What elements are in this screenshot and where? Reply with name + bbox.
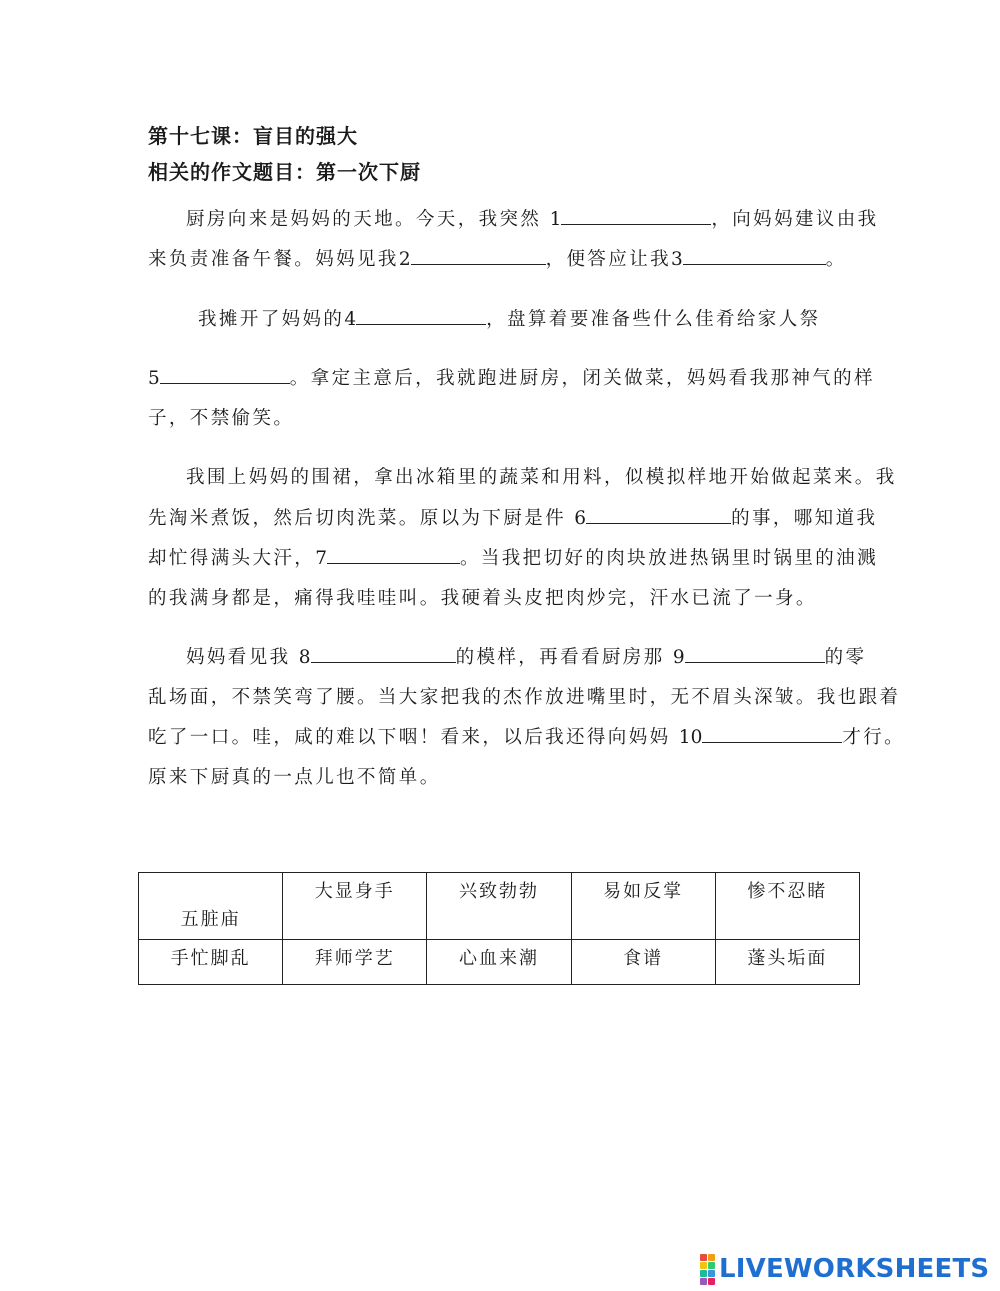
word-bank-cell: 手忙脚乱 bbox=[139, 940, 283, 985]
paragraph-line: 乱场面，不禁笑弯了腰。当大家把我的杰作放进嘴里时，无不眉头深皱。我也跟着 bbox=[148, 687, 901, 708]
logo-icon bbox=[700, 1254, 715, 1285]
word-bank-cell: 易如反掌 bbox=[571, 873, 715, 940]
table-row bbox=[139, 940, 860, 985]
blank-1[interactable] bbox=[561, 222, 711, 225]
logo-text: LIVEWORKSHEETS bbox=[719, 1254, 990, 1284]
blank-4[interactable] bbox=[356, 322, 486, 325]
word-bank-cell: 食谱 bbox=[571, 940, 715, 985]
word-bank-cell: 兴致勃勃 bbox=[427, 873, 571, 940]
topic-title: 相关的作文题目：第一次下厨 bbox=[148, 160, 421, 184]
table-row bbox=[139, 873, 860, 940]
paragraph-line: 原来下厨真的一点儿也不简单。 bbox=[148, 767, 441, 788]
blank-5[interactable] bbox=[160, 381, 290, 384]
liveworksheets-logo bbox=[700, 1254, 989, 1284]
word-bank-cell: 大显身手 bbox=[283, 873, 427, 940]
lesson-title: 第十七课：盲目的强大 bbox=[148, 124, 358, 148]
blank-7[interactable] bbox=[327, 561, 460, 564]
word-bank-cell: 蓬头垢面 bbox=[715, 940, 859, 985]
word-bank-cell: 五脏庙 bbox=[139, 873, 283, 940]
paragraph-line: 妈妈看见我 8 的模样，再看看厨房那 9 的零 bbox=[186, 647, 867, 668]
blank-8[interactable] bbox=[311, 660, 456, 663]
word-bank-cell: 拜师学艺 bbox=[283, 940, 427, 985]
blank-6[interactable] bbox=[586, 521, 731, 524]
paragraph-line: 子，不禁偷笑。 bbox=[148, 408, 295, 429]
paragraph-line: 却忙得满头大汗，7 。当我把切好的肉块放进热锅里时锅里的油溅 bbox=[148, 548, 878, 569]
paragraph-line: 的我满身都是，痛得我哇哇叫。我硬着头皮把肉炒完，汗水已流了一身。 bbox=[148, 588, 817, 609]
blank-3[interactable] bbox=[683, 262, 826, 265]
word-bank-table bbox=[138, 872, 860, 985]
paragraph-line: 5 。拿定主意后，我就跑进厨房，闭关做菜，妈妈看我那神气的样 bbox=[148, 368, 875, 389]
paragraph-line: 我摊开了妈妈的4 ，盘算着要准备些什么佳肴给家人祭 bbox=[198, 309, 821, 330]
blank-10[interactable] bbox=[702, 740, 842, 743]
paragraph-line: 厨房向来是妈妈的天地。今天，我突然 1 ，向妈妈建议由我 bbox=[186, 209, 879, 230]
blank-2[interactable] bbox=[411, 262, 546, 265]
paragraph-line: 先淘米煮饭，然后切肉洗菜。原以为下厨是件 6 的事，哪知道我 bbox=[148, 508, 878, 529]
word-bank-cell: 惨不忍睹 bbox=[715, 873, 859, 940]
paragraph-line: 来负责准备午餐。妈妈见我2 ，便答应让我3 。 bbox=[148, 249, 847, 270]
paragraph-line: 我围上妈妈的围裙，拿出冰箱里的蔬菜和用料，似模拟样地开始做起菜来。我 bbox=[186, 467, 897, 488]
word-bank-cell: 心血来潮 bbox=[427, 940, 571, 985]
blank-9[interactable] bbox=[685, 660, 825, 663]
paragraph-line: 吃了一口。哇，咸的难以下咽！看来，以后我还得向妈妈 10 才行。 bbox=[148, 727, 906, 748]
